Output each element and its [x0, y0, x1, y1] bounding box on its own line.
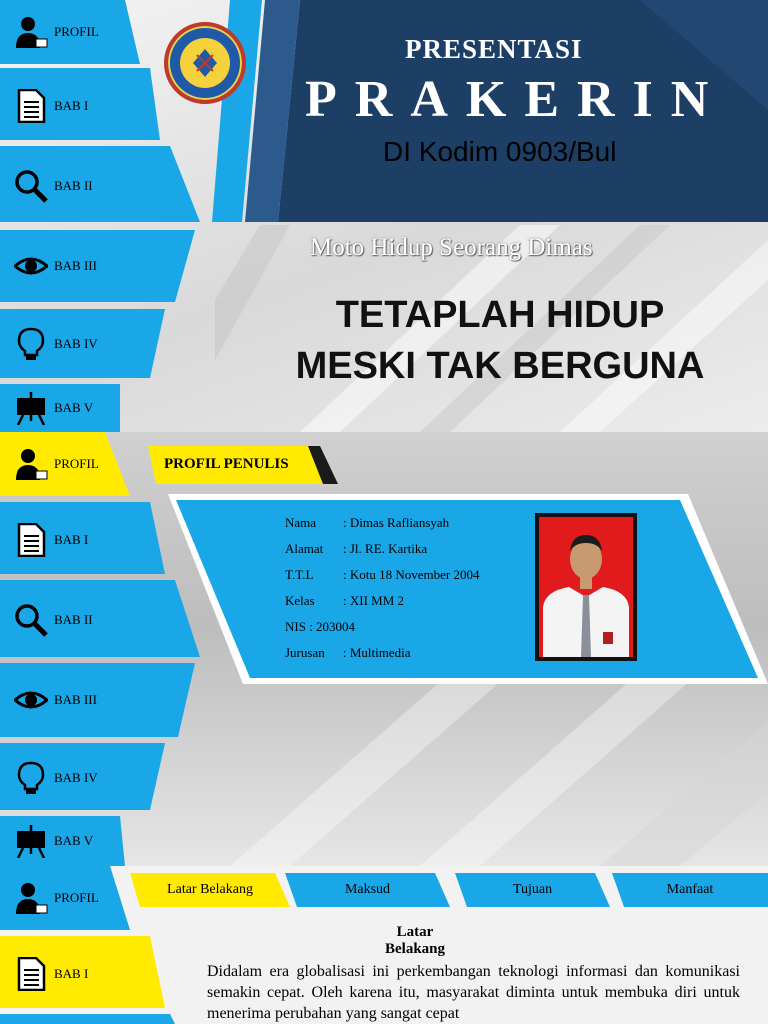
nav-label: PROFIL: [54, 24, 99, 39]
nav-profil[interactable]: [0, 432, 99, 496]
nav-bab-3[interactable]: [0, 230, 97, 302]
user-icon: [14, 15, 48, 49]
lightbulb-icon: [14, 761, 48, 795]
profile-photo: [535, 513, 637, 661]
profile-row-nama: Nama : Dimas Rafliansyah: [285, 515, 450, 530]
search-icon: [14, 603, 48, 637]
moto-text: [270, 290, 730, 392]
nav-label: BAB II: [54, 178, 93, 193]
profile-row-kelas: Kelas : XII MM 2: [285, 593, 405, 608]
eye-icon: [14, 683, 48, 717]
profile-card: [168, 494, 768, 684]
easel-icon: [14, 391, 48, 425]
eye-icon: [14, 249, 48, 283]
nav-profil[interactable]: [0, 0, 99, 64]
tab-label: Manfaat: [666, 882, 714, 897]
school-logo: [164, 22, 246, 104]
search-icon: [14, 169, 48, 203]
nav-bab-3[interactable]: [0, 664, 97, 736]
moto-line-2: MESKI TAK BERGUNA: [295, 345, 705, 387]
logo-emblem: [180, 38, 230, 88]
profile-row-alamat: Alamat : Jl. RE. Kartika: [285, 541, 428, 556]
nav-label: PROFIL: [54, 890, 99, 905]
tab-manfaat[interactable]: [612, 873, 768, 907]
nav-label: BAB V: [54, 400, 94, 415]
moto-line-1: TETAPLAH HIDUP: [335, 294, 665, 336]
profile-row-nis: NIS : 203004: [285, 619, 356, 634]
user-icon: [14, 881, 48, 915]
nav-bab-1[interactable]: [0, 504, 88, 576]
user-icon: [14, 447, 48, 481]
profile-row-jurusan: Jurusan : Multimedia: [285, 645, 411, 660]
nav-label: BAB III: [54, 258, 97, 273]
nav-bab-5[interactable]: [0, 384, 93, 432]
nav-bab-4[interactable]: [0, 308, 98, 380]
presentation-location: DI Kodim 0903/Bul: [383, 136, 617, 167]
nav-label: BAB II: [54, 612, 93, 627]
nav-bab-4[interactable]: [0, 742, 98, 814]
profile-row-ttl: T.T.L : Kotu 18 November 2004: [285, 567, 480, 582]
document-icon: [14, 957, 48, 991]
tab-latar-belakang[interactable]: [130, 873, 290, 907]
nav-label: BAB I: [54, 98, 89, 113]
nav-bab-2[interactable]: [0, 584, 93, 656]
nav-bab-2[interactable]: [0, 150, 93, 222]
easel-icon: [14, 824, 48, 858]
section-heading: Latar Belakang: [384, 924, 445, 957]
tab-tujuan[interactable]: [455, 873, 610, 907]
slide-cover: [0, 0, 768, 432]
nav-bab-5[interactable]: [0, 816, 93, 866]
student-portrait: [539, 517, 633, 657]
tab-label: Latar Belakang: [167, 882, 253, 897]
nav-bab-1[interactable]: [0, 938, 88, 1010]
profile-heading: PROFIL PENULIS: [164, 456, 289, 472]
nav-label: BAB IV: [54, 770, 98, 785]
nav-label: BAB V: [54, 833, 94, 848]
tab-label: Maksud: [344, 882, 391, 897]
moto-title: Moto Hidup Seorang Dimas: [310, 234, 593, 261]
background-paragraph: Didalam era globalisasi ini perkembangan teknologi informasi dan komunikasi semakin cepat. Oleh karena itu, masyarakat diminta untuk membuka diri untuk menerima perubahan yang sangat cepat: [207, 963, 740, 1022]
tab-maksud[interactable]: [285, 873, 450, 907]
tab-label: Tujuan: [512, 882, 553, 897]
nav-label: BAB I: [54, 532, 89, 547]
lightbulb-icon: [14, 327, 48, 361]
nav-label: BAB III: [54, 692, 97, 707]
document-icon: [14, 523, 48, 557]
presentation-title: PRAKERIN: [305, 71, 727, 128]
nav-profil[interactable]: [0, 866, 99, 930]
presentation-label: PRESENTASI: [405, 34, 583, 64]
nav-label: BAB IV: [54, 336, 98, 351]
nav-bab-1[interactable]: [0, 70, 88, 142]
nav-label: BAB I: [54, 966, 89, 981]
nav-label: PROFIL: [54, 456, 99, 471]
document-icon: [14, 89, 48, 123]
